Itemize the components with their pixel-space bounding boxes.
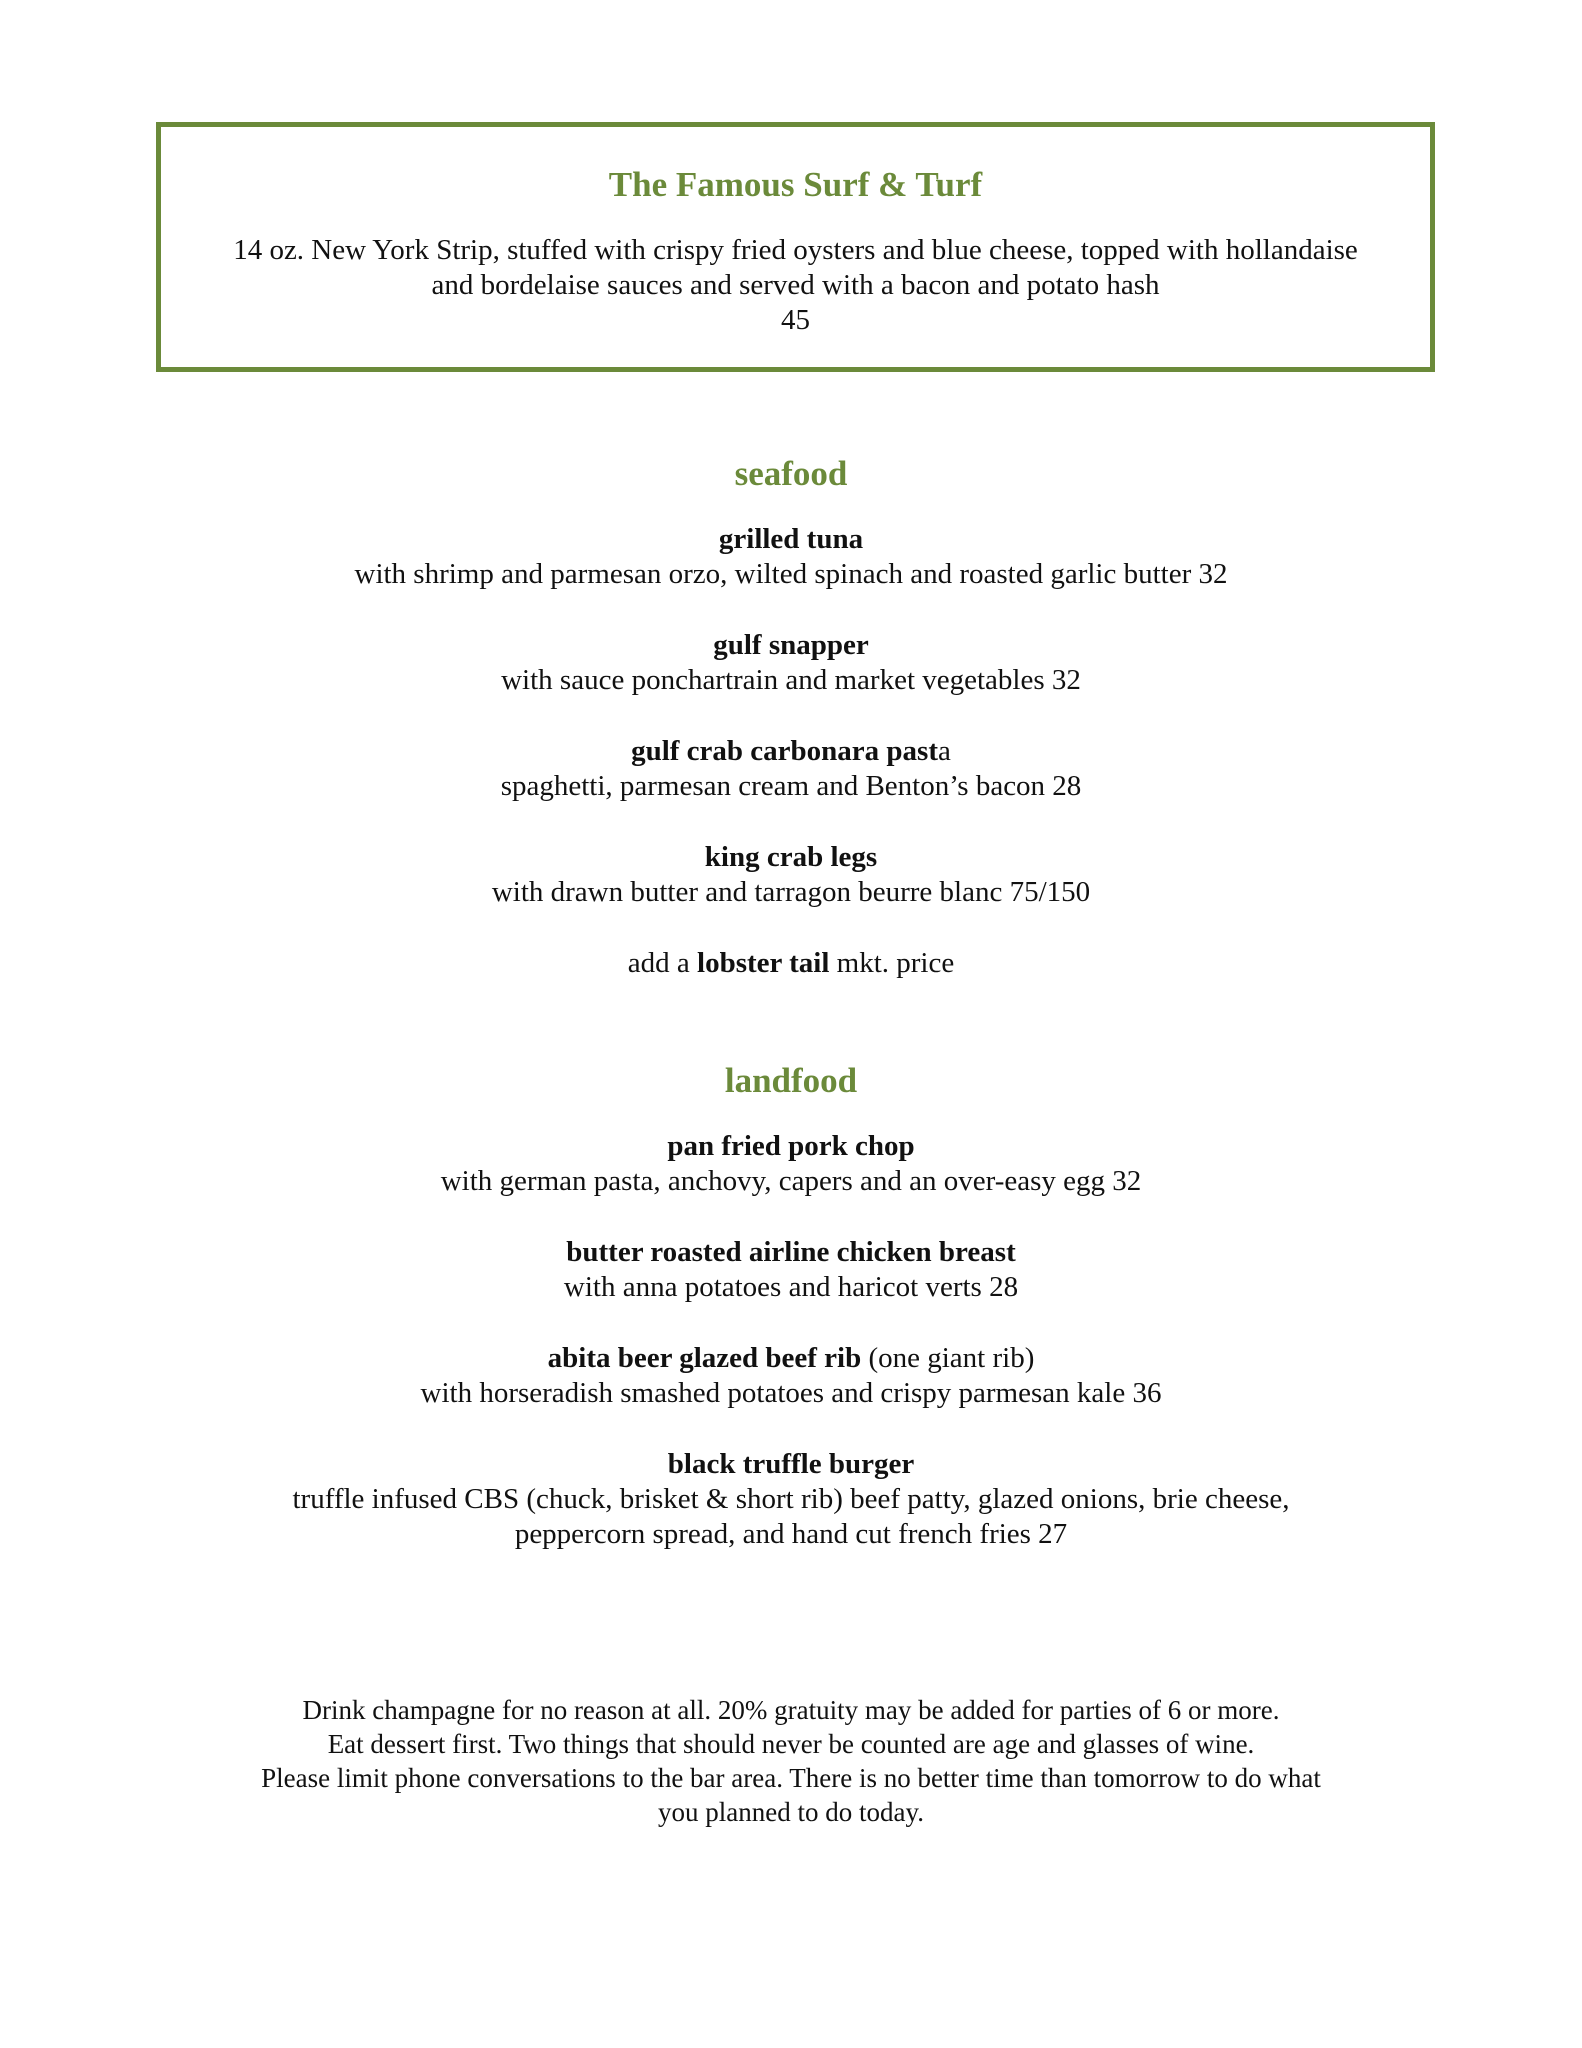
menu-item-description-line: peppercorn spread, and hand cut french fries 27	[514, 1518, 1068, 1550]
menu-item-description	[0, 1482, 1582, 1552]
menu-item	[0, 734, 1582, 804]
menu-item-name: king crab legs	[704, 841, 878, 873]
menu-item-description: with anna potatoes and haricot verts 28	[563, 1271, 1019, 1303]
menu-item-name-bold: abita beer glazed beef rib	[547, 1342, 862, 1374]
footer-line: Eat dessert first. Two things that should never be counted are age and glasses of wine.	[327, 1729, 1255, 1759]
featured-dish-description-line: 14 oz. New York Strip, stuffed with crispy fried oysters and blue cheese, topped with hollandaise	[233, 234, 1358, 266]
lobster-addon	[0, 946, 1582, 981]
menu-item-description: with drawn butter and tarragon beurre blanc 75/150	[491, 876, 1091, 908]
featured-dish-description-line: and bordelaise sauces and served with a bacon and potato hash	[431, 269, 1160, 301]
menu-item	[0, 1447, 1582, 1552]
footer-line: you planned to do today.	[658, 1797, 924, 1827]
addon-prefix: add a	[627, 947, 698, 979]
menu-item-name: pan fried pork chop	[667, 1130, 915, 1162]
featured-dish-price: 45	[781, 304, 810, 336]
menu-item-description-line: truffle infused CBS (chuck, brisket & short rib) beef patty, glazed onions, brie cheese,	[292, 1483, 1290, 1515]
menu-item-description: with german pasta, anchovy, capers and an over-easy egg 32	[440, 1165, 1142, 1197]
featured-dish-description	[161, 233, 1430, 303]
menu-item	[0, 522, 1582, 592]
menu-item	[0, 840, 1582, 910]
menu-item	[0, 1129, 1582, 1199]
menu-item-name	[0, 1341, 1582, 1376]
menu-item-description: with horseradish smashed potatoes and crispy parmesan kale 36	[420, 1377, 1162, 1409]
menu-item-name	[0, 734, 1582, 769]
footer-notes	[0, 1693, 1582, 1829]
menu-item-description: spaghetti, parmesan cream and Benton’s bacon 28	[500, 770, 1082, 802]
addon-suffix: mkt. price	[829, 947, 955, 979]
section-title-landfood: landfood	[724, 1061, 858, 1100]
featured-dish-title: The Famous Surf & Turf	[608, 165, 983, 204]
featured-dish-box	[156, 122, 1435, 372]
footer-line: Please limit phone conversations to the bar area. There is no better time than tomorrow to do what	[261, 1763, 1321, 1793]
menu-item-name: black truffle burger	[667, 1448, 915, 1480]
section-title-seafood: seafood	[734, 454, 848, 493]
menu-item	[0, 1235, 1582, 1305]
menu-item-description: with sauce ponchartrain and market vegetables 32	[501, 664, 1081, 696]
menu-item-name-rest: (one giant rib)	[861, 1342, 1035, 1374]
addon-bold: lobster tail	[697, 947, 830, 979]
menu-item	[0, 1341, 1582, 1411]
menu-item-description: with shrimp and parmesan orzo, wilted spinach and roasted garlic butter 32	[354, 558, 1228, 590]
menu-item-name: butter roasted airline chicken breast	[566, 1236, 1016, 1268]
menu-item-name-rest: a	[938, 735, 951, 767]
menu-item	[0, 628, 1582, 698]
menu-content	[0, 450, 1582, 1588]
footer-line: Drink champagne for no reason at all. 20% gratuity may be added for parties of 6 or more.	[302, 1695, 1280, 1725]
menu-item-name-bold: gulf crab carbonara past	[631, 735, 939, 767]
menu-item-name: gulf snapper	[713, 629, 869, 661]
menu-item-name: grilled tuna	[718, 523, 864, 555]
